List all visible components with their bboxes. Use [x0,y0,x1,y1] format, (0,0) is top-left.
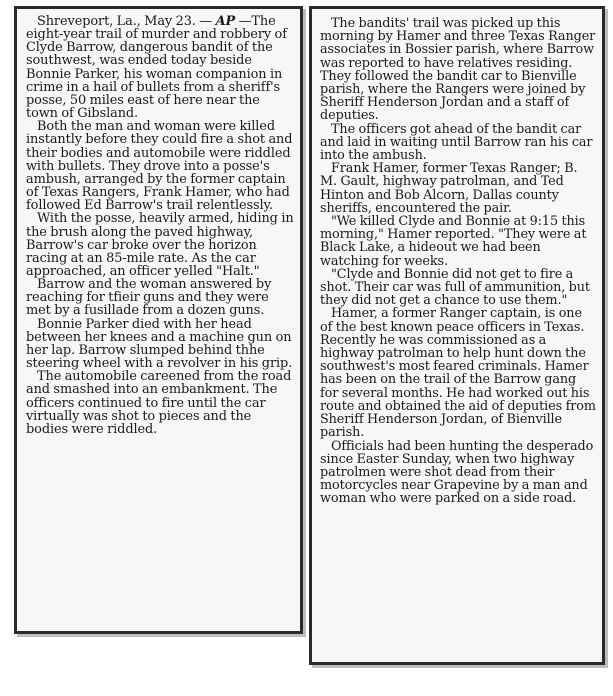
article-paragraph: The automobile careened from the road and smashed into an embankment. The officers continued to fire until the car virtually was shot to pieces and the bodies were riddled. [26,369,292,437]
dateline: Shreveport, La., May 23. — [37,14,216,29]
article-paragraph: Barrow and the woman answered by reaching for tfieir guns and they were met by a fusillade from a dozen guns. [26,277,272,319]
dateline-dash: — [235,14,252,29]
article-paragraph: The officers got ahead of the bandit car and laid in waiting until Barrow ran his car into the ambush. [320,121,593,164]
article-paragraph-lead [26,15,294,120]
article-paragraph: With the posse, heavily armed, hiding in the brush along the paved highway, Barrow's car broke over the horizon racing at an 85-mile rate. As the car approached, an officer yelled "Halt." [26,211,294,279]
article-paragraph: Bonnie Parker died with her head between her knees and a machine gun on her lap. Barrow slumped behind thhe steering wheel with a revolver in his grip. [26,316,293,372]
lead-text: The eight-year trail of murder and robbery of Clyde Barrow, dangerous bandit of the southwest, was ended today beside Bonnie Parker, his woman companion in crime in a hail of bullets from a sheriff's posse, 50 miles east of here near the town of Gibsland. [26,14,287,122]
article-paragraph: "Clyde and Bonnie did not get to fire a shot. Their car was full of ammunition, but they did not get a chance to use them." [320,266,590,309]
article-paragraph: Officials had been hunting the desperado since Easter Sunday, when two highway patrolmen were shot dead from their motorcycles near Grapevine by a man and woman who were parked on a side road. [320,438,594,507]
article-paragraph: The bandits' trail was picked up this morning by Hamer and three Texas Ranger associates in Bossier parish, where Barrow was reported to have relatives residing. They followed the bandit car to Bienville parish, where the Rangers were joined by Sheriff Henderson Jordan and a staff of deputies. [320,16,596,124]
article-paragraph: "We killed Clyde and Bonnie at 9:15 this morning," Hamer reported. "They were at Black Lake, a hideout we had been watching for weeks. [320,214,587,269]
left-article-column [14,6,303,634]
article-paragraph: Hamer, a former Ranger captain, is one of the best known peace officers in Texas. Recently he was commissioned as a highway patrolman to help hunt down the southwest's most feared criminals. Hamer has been on the trail of the Barrow gang for several months. He had worked out his route and obtained the aid of deputies from Sheriff Henderson Jordan, of Bienville parish. [320,306,596,441]
ap-logo: AP [215,14,236,29]
article-paragraph: Frank Hamer, former Texas Ranger; B. M. Gault, highway patrolman, and Ted Hinton and Bob Alcorn, Dallas county sheriffs, encountered the pair. [320,161,578,216]
article-paragraph: Both the man and woman were killed instantly before they could fire a shot and their bodies and automobile were riddled with bullets. They drove into a posse's ambush, arranged by the former captain of Texas Rangers, Frank Hamer, who had followed Ed Barrow's trail relentlessly. [26,119,293,214]
right-article-column [309,6,605,665]
